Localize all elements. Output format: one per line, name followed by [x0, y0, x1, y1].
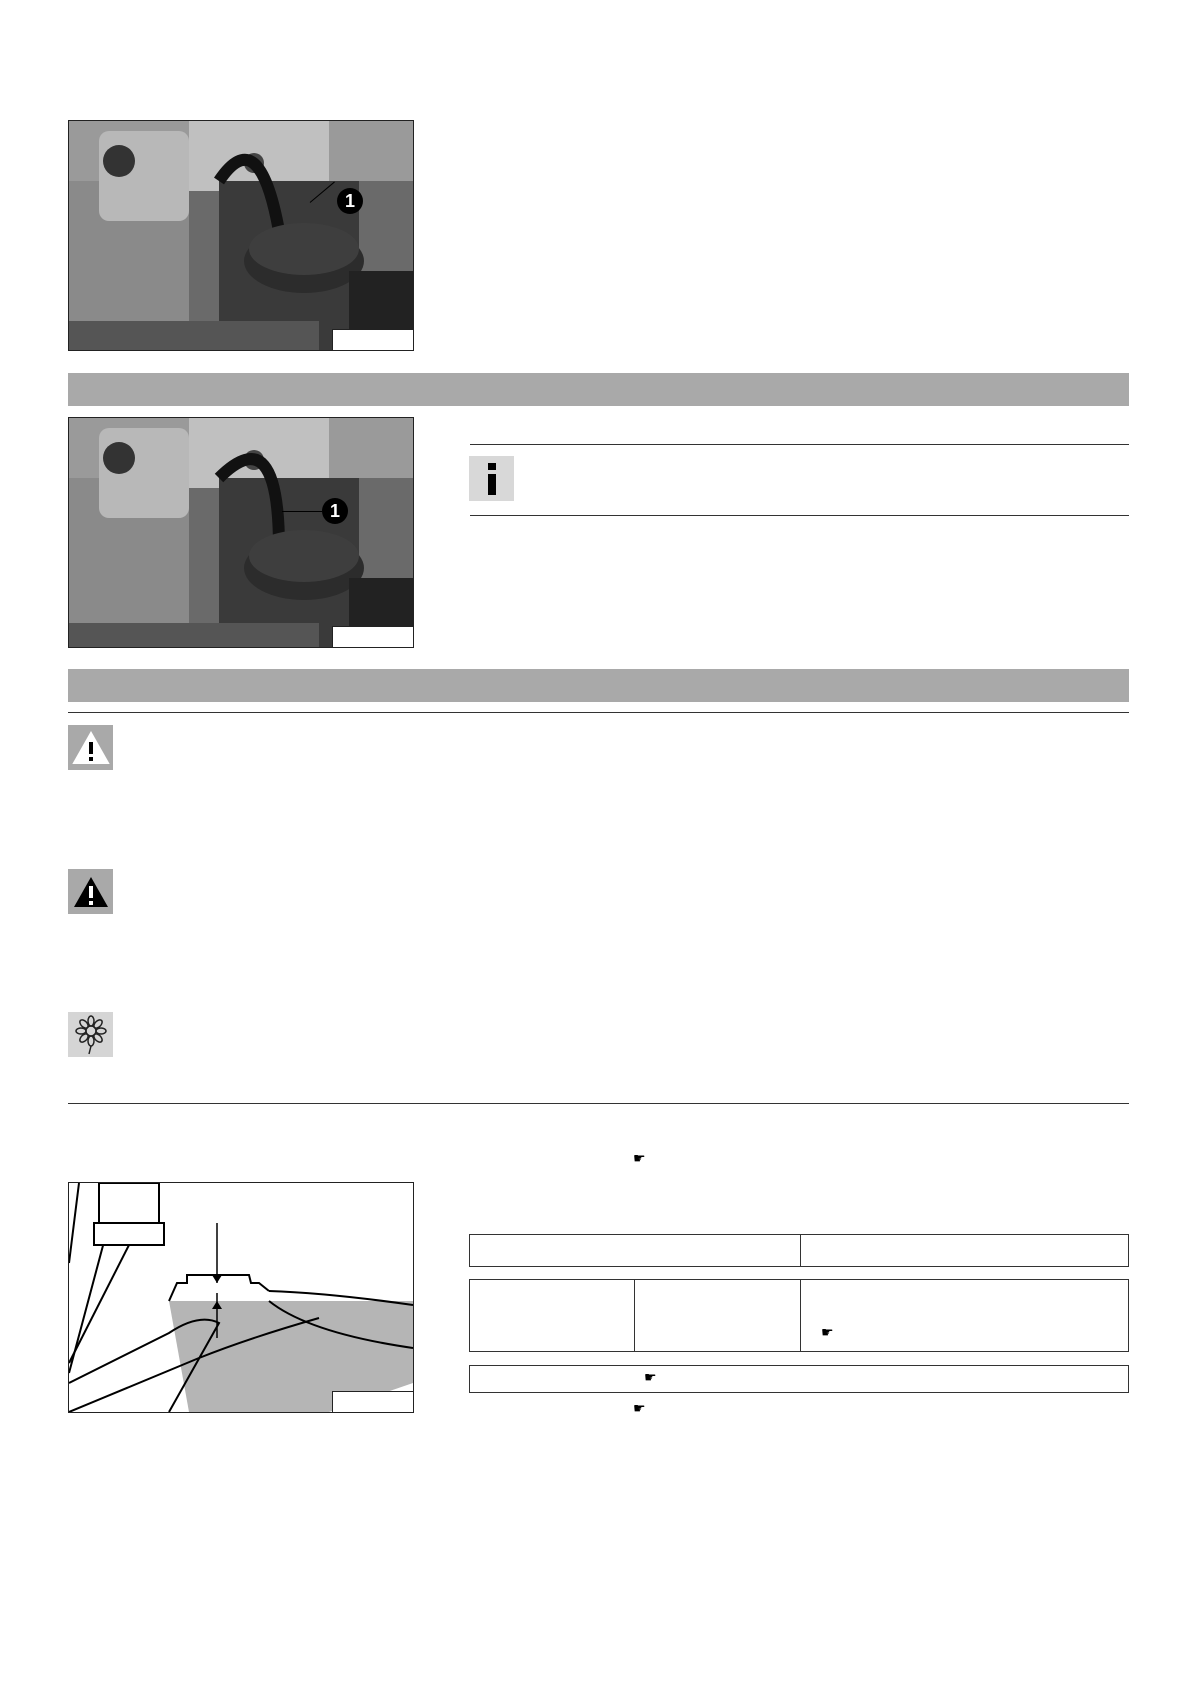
- figure-number-box: [332, 626, 413, 647]
- section-heading-bar: [68, 669, 1129, 702]
- leader-line: [282, 511, 322, 512]
- flower-icon: [68, 1012, 113, 1057]
- note-bottom-rule: [470, 515, 1129, 516]
- table-column-divider: [634, 1280, 635, 1351]
- fuel-cap-illustration: [69, 121, 413, 350]
- spec-table-header-row: [469, 1234, 1129, 1267]
- photo-fuel-tank-cap-2: [68, 417, 414, 648]
- fuel-level-diagram: [69, 1183, 413, 1412]
- cross-reference-pointer: ☛: [633, 1150, 646, 1166]
- cross-reference-pointer: ☛: [633, 1400, 646, 1416]
- note-top-rule: [470, 444, 1129, 445]
- diagram-fuel-level: [68, 1182, 414, 1413]
- warning-bottom-rule: [68, 1103, 1129, 1104]
- figure-number-box: [332, 1391, 413, 1412]
- warning-icon: [68, 725, 113, 770]
- spec-table-note-row: [469, 1365, 1129, 1393]
- cross-reference-pointer: ☛: [644, 1369, 657, 1385]
- warning-top-rule: [68, 712, 1129, 713]
- callout-1: 1: [337, 188, 363, 214]
- callout-1: 1: [322, 498, 348, 524]
- table-column-divider: [800, 1280, 801, 1351]
- cross-reference-pointer: ☛: [821, 1324, 834, 1340]
- spec-table-row: [469, 1279, 1129, 1352]
- figure-number-box: [332, 329, 413, 350]
- info-icon: [469, 456, 514, 501]
- danger-icon: [68, 869, 113, 914]
- section-heading-bar: [68, 373, 1129, 406]
- fuel-cap-illustration: [69, 418, 413, 647]
- photo-fuel-tank-cap-1: [68, 120, 414, 351]
- table-column-divider: [800, 1235, 801, 1266]
